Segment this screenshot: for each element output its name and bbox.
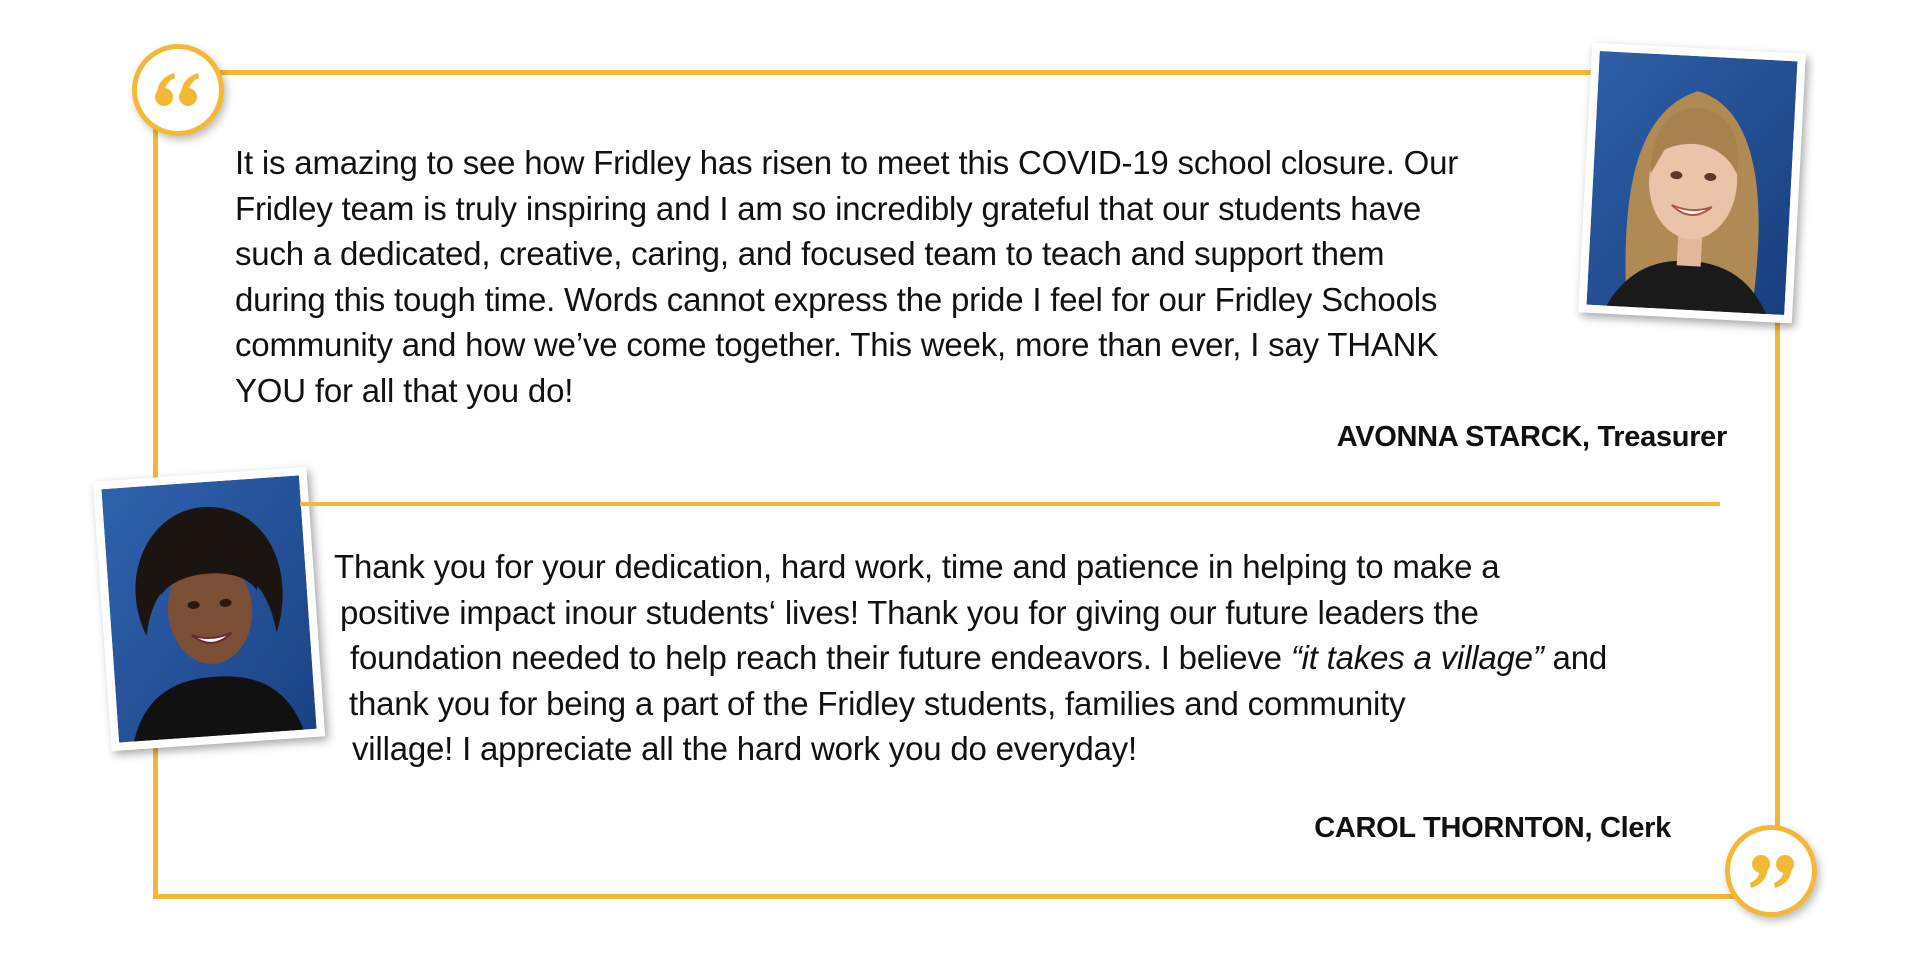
quote-line: Fridley team is truly inspiring and I am so incredibly grateful that our students have — [235, 189, 1422, 227]
quote-line: community and how we’ve come together. This week, more than ever, I say THANK — [235, 326, 1439, 363]
quote-line-text: foundation needed to help reach their future endeavors. I believe — [350, 639, 1291, 676]
close-quote-icon — [1725, 825, 1817, 917]
open-quote-icon — [132, 44, 224, 136]
author-name-2: CAROL THORNTON, Clerk — [1314, 812, 1671, 844]
testimonial-quote-1 — [235, 140, 1555, 413]
author-name-1: AVONNA STARCK, Treasurer — [1336, 421, 1727, 453]
portrait-photo-carol — [93, 467, 325, 751]
quote-line — [334, 635, 1734, 681]
quote-line: It is amazing to see how Fridley has risen to meet this COVID-19 school closure. Our — [235, 144, 1459, 181]
quote-line: village! I appreciate all the hard work you do everyday! — [352, 730, 1137, 767]
section-divider — [300, 502, 1720, 506]
quote-line: positive impact inour students‘ lives! Thank you for giving our future leaders the — [340, 593, 1479, 631]
testimonial-quote-2 — [334, 544, 1734, 772]
portrait-photo-avonna — [1578, 43, 1806, 324]
quote-line: during this tough time. Words cannot express the pride I feel for our Fridley Schools — [235, 280, 1438, 318]
quote-emphasis: “it takes a village” — [1290, 639, 1544, 676]
quote-line: Thank you for your dedication, hard work, time and patience in helping to make a — [334, 548, 1500, 585]
quote-line-text: and — [1543, 639, 1608, 676]
quote-line: such a dedicated, creative, caring, and focused team to teach and support them — [235, 235, 1385, 272]
quote-line: YOU for all that you do! — [235, 371, 574, 409]
quote-line: thank you for being a part of the Fridley students, families and community — [349, 684, 1406, 722]
